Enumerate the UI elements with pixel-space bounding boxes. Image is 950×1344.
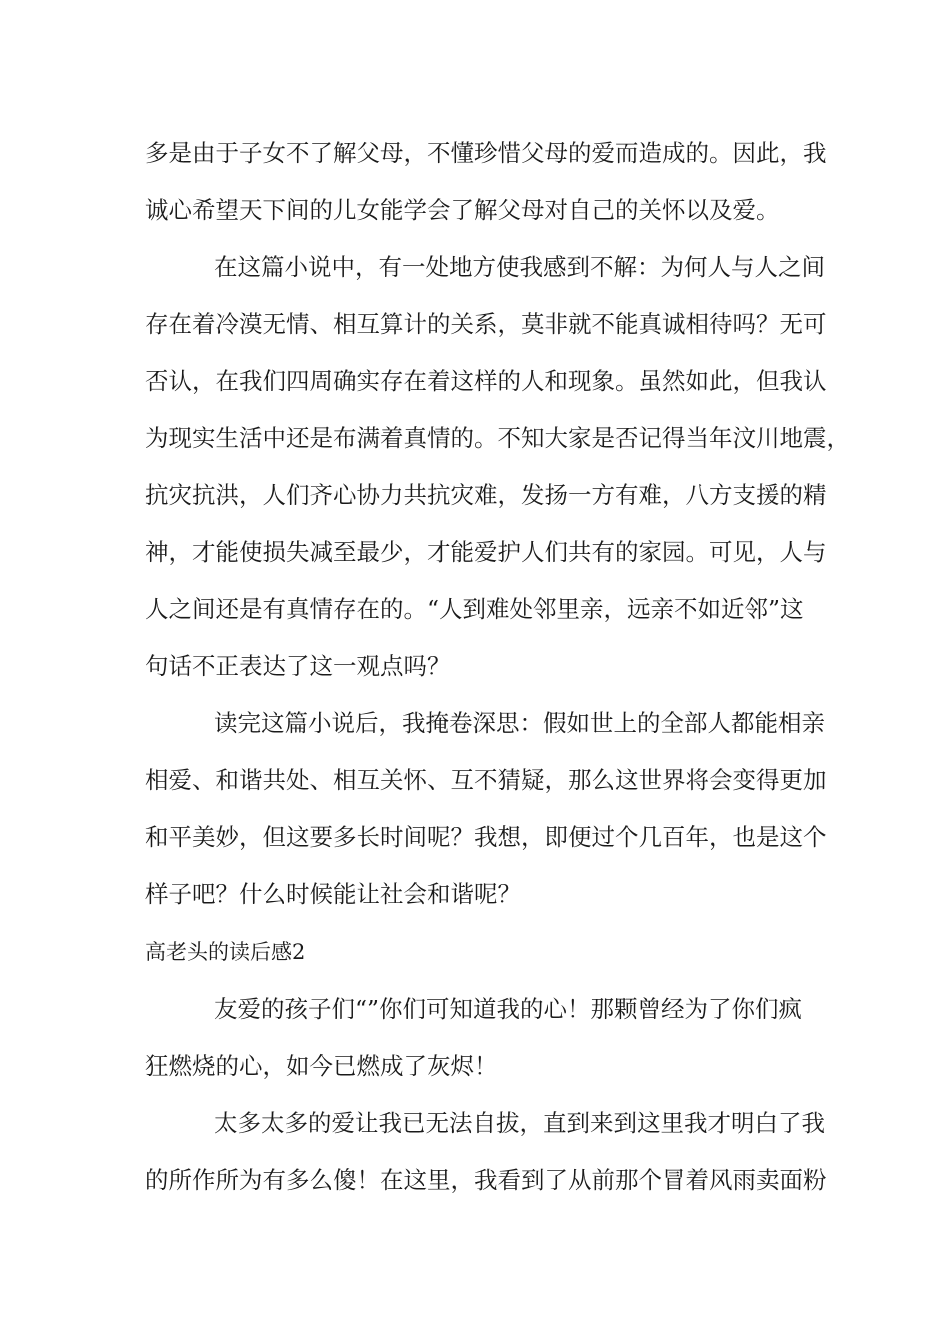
- paragraph-first-line: 友爱的孩子们“”你们可知道我的心！那颗曾经为了你们疯: [214, 995, 803, 1023]
- text-line: 样子吧？什么时候能让社会和谐呢？: [145, 880, 521, 908]
- text-line: 存在着冷漠无情、相互算计的关系，莫非就不能真诚相待吗？无可: [145, 310, 827, 338]
- paragraph-first-line: 读完这篇小说后，我掩卷深思：假如世上的全部人都能相亲: [214, 709, 825, 737]
- text-line: 抗灾抗洪，人们齐心协力共抗灾难，发扬一方有难，八方支援的精: [145, 481, 827, 509]
- text-line: 诚心希望天下间的儿女能学会了解父母对自己的关怀以及爱。: [145, 196, 780, 224]
- text-line: 狂燃烧的心，如今已燃成了灰烬！: [145, 1052, 498, 1080]
- text-line: 神，才能使损失减至最少，才能爱护人们共有的家园。可见，人与: [145, 538, 827, 566]
- text-line: 的所作所为有多么傻！在这里，我看到了从前那个冒着风雨卖面粉: [145, 1166, 827, 1194]
- text-line: 人之间还是有真情存在的。“人到难处邻里亲，远亲不如近邻”这: [145, 595, 804, 623]
- paragraph-first-line: 太多太多的爱让我已无法自拔，直到来到这里我才明白了我: [214, 1109, 825, 1137]
- text-line: 否认，在我们四周确实存在着这样的人和现象。虽然如此，但我认: [145, 367, 827, 395]
- text-line: 句话不正表达了这一观点吗？: [145, 652, 451, 680]
- text-line: 相爱、和谐共处、相互关怀、互不猜疑，那么这世界将会变得更加: [145, 766, 827, 794]
- text-line: 为现实生活中还是布满着真情的。不知大家是否记得当年汶川地震，: [145, 424, 850, 452]
- text-line: 和平美妙，但这要多长时间呢？我想，即便过个几百年，也是这个: [145, 823, 827, 851]
- paragraph-first-line: 在这篇小说中，有一处地方使我感到不解：为何人与人之间: [214, 253, 825, 281]
- section-heading: 高老头的读后感2: [145, 940, 306, 964]
- text-line: 多是由于子女不了解父母，不懂珍惜父母的爱而造成的。因此，我: [145, 139, 827, 167]
